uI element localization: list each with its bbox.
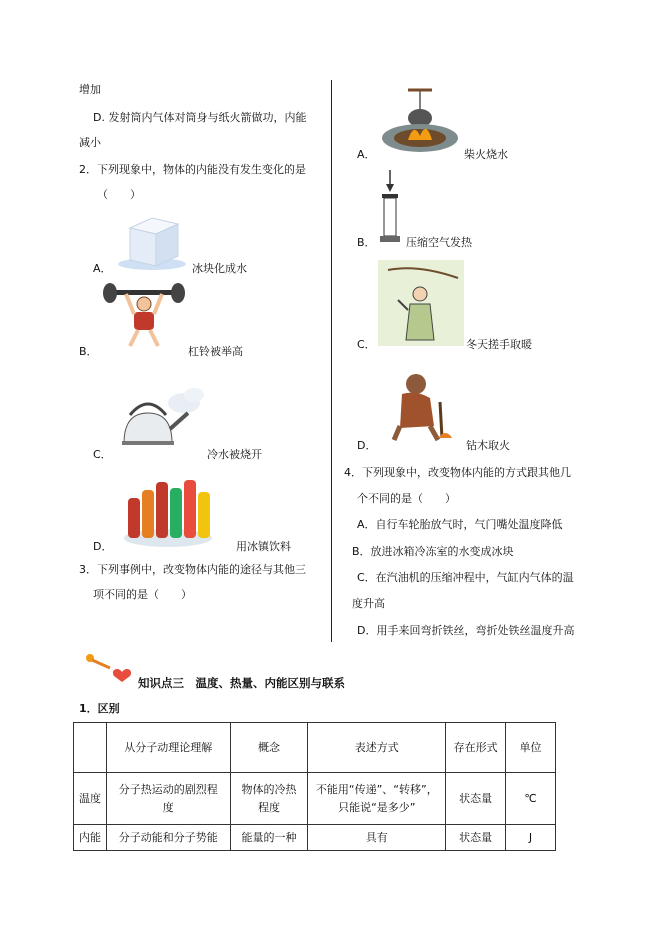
continued-text: 增加 [79, 83, 101, 96]
row-name: 温度 [74, 773, 107, 825]
question-3-stem: 3．下列事例中，改变物体内能的途径与其他三 [79, 563, 306, 576]
section-subheading: 1．区别 [79, 702, 120, 715]
campfire-kettle-icon [378, 88, 462, 156]
ice-cube-icon [116, 210, 186, 270]
comparison-table [73, 722, 556, 851]
section-heading: 知识点三 温度、热量、内能区别与联系 [138, 676, 345, 690]
expression-cell: 具有 [308, 825, 446, 851]
header-cell: 从分子动理论理解 [106, 723, 230, 773]
cell-line: 程度 [258, 800, 281, 814]
header-cell [74, 723, 107, 773]
air-pump-icon [378, 168, 402, 246]
q4-option-c-line1: C．在汽油机的压缩冲程中，气缸内气体的温 [357, 571, 574, 584]
option-d-text-line1: D. 发射筒内气体对筒身与纸火箭做功，内能 [93, 111, 307, 124]
concept-cell: 能量的一种 [230, 825, 308, 851]
molecular-cell: 分子动能和分子势能 [106, 825, 230, 851]
expression-cell [308, 773, 446, 825]
cell-line: 只能说“是多少” [338, 800, 416, 814]
row-name: 内能 [74, 825, 107, 851]
unit-cell: ℃ [506, 773, 556, 825]
weightlifter-icon [100, 282, 188, 350]
cell-line: 不能用“传递”、“转移”， [315, 782, 438, 796]
q3-option-d-caption: 钻木取火 [466, 439, 510, 452]
molecular-cell [106, 773, 230, 825]
cell-line: 度 [162, 800, 174, 814]
question-4-stem: 4．下列现象中，改变物体内能的方式跟其他几 [344, 466, 571, 479]
q2-option-b-caption: 杠铃被举高 [188, 345, 243, 358]
kettle-icon [114, 373, 206, 457]
drill-fire-icon [380, 368, 466, 444]
q3-option-c-caption: 冬天搓手取暖 [466, 338, 532, 351]
q2-option-d-caption: 用冰镇饮料 [236, 540, 291, 553]
header-cell: 概念 [230, 723, 308, 773]
table-row [74, 773, 556, 825]
iced-drinks-icon [122, 472, 214, 548]
header-cell: 存在形式 [446, 723, 506, 773]
q2-option-d-letter: D． [93, 540, 113, 553]
column-divider [331, 80, 332, 642]
header-cell: 单位 [506, 723, 556, 773]
q4-option-a: A．自行车轮胎放气时，气门嘴处温度降低 [357, 518, 563, 531]
form-cell: 状态量 [446, 773, 506, 825]
table-header-row [74, 723, 556, 773]
cell-line: 分子热运动的剧烈程 [118, 782, 218, 796]
header-cell: 表述方式 [308, 723, 446, 773]
q4-option-b: B．放进冰箱冷冻室的水变成冰块 [352, 545, 514, 558]
q2-option-a-caption: 冰块化成水 [192, 262, 247, 275]
q4-option-c-line2: 度升高 [352, 597, 385, 610]
q3-option-a-letter: A． [357, 148, 376, 161]
concept-cell [230, 773, 308, 825]
q3-option-b-letter: B． [357, 236, 376, 249]
q2-option-b-letter: B． [79, 345, 98, 358]
cell-line: 物体的冷热 [241, 782, 297, 796]
q2-option-c-caption: 冷水被烧开 [207, 448, 262, 461]
question-2-stem: 2．下列现象中，物体的内能没有发生变化的是 [79, 163, 306, 176]
q3-option-d-letter: D． [357, 439, 377, 452]
key-heart-icon [84, 652, 136, 684]
question-3-blank: 项不同的是（ ） [93, 588, 192, 601]
question-4-blank: 个不同的是（ ） [357, 492, 456, 505]
question-2-blank: （ ） [97, 188, 141, 201]
unit-cell: J [506, 825, 556, 851]
q3-option-a-caption: 柴火烧水 [464, 148, 508, 161]
table-row [74, 825, 556, 851]
q3-option-b-caption: 压缩空气发热 [406, 236, 472, 249]
q2-option-a-letter: A． [93, 262, 112, 275]
q4-option-d: D．用手来回弯折铁丝，弯折处铁丝温度升高 [357, 624, 575, 637]
form-cell: 状态量 [446, 825, 506, 851]
rubbing-hands-icon [378, 260, 464, 346]
q2-option-c-letter: C． [93, 448, 112, 461]
q3-option-c-letter: C． [357, 338, 376, 351]
option-d-text-line2: 减小 [79, 136, 101, 149]
